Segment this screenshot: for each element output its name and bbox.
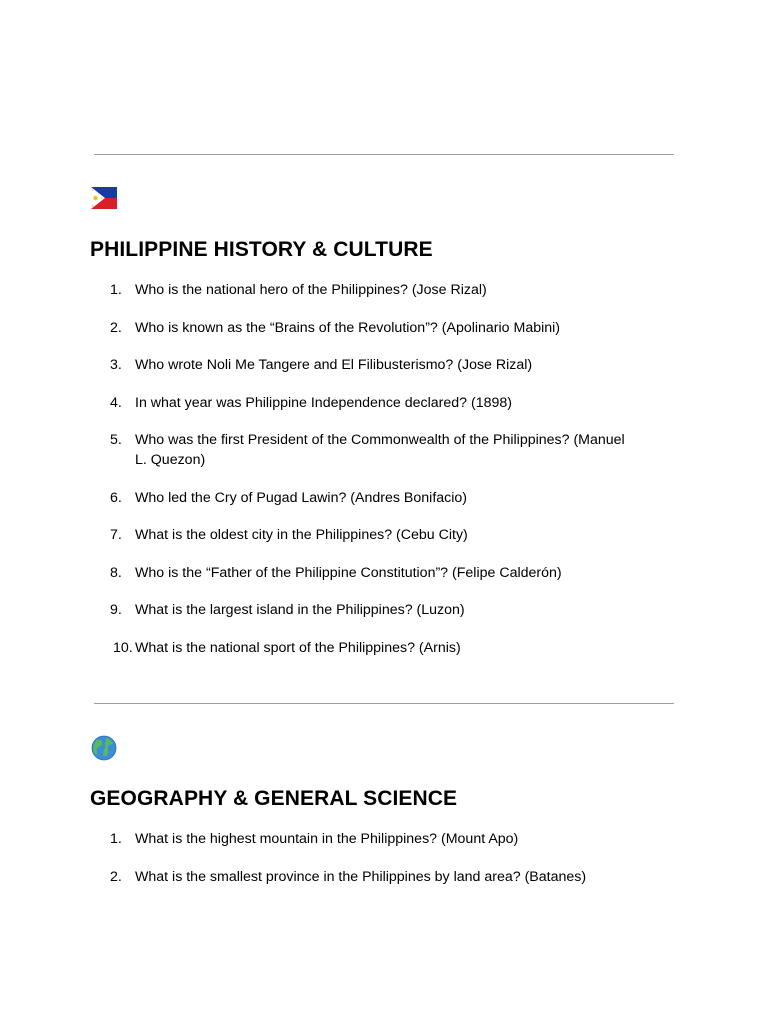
item-number: 4. (110, 394, 122, 411)
question-text: Who wrote Noli Me Tangere and El Filibusterismo? (Jose Rizal) (135, 357, 533, 373)
question-text: Who is the “Father of the Philippine Constitution”? (Felipe Calderón) (135, 564, 562, 581)
list-item (0, 638, 768, 658)
list-item (0, 430, 768, 470)
question-list (0, 280, 768, 675)
globe-icon (91, 735, 117, 759)
list-item (0, 318, 768, 338)
question-text: Who was the first President of the Commonwealth of the Philippines? (Manuel L. Quezon) (135, 432, 625, 468)
section-divider (94, 703, 674, 704)
item-number: 5. (110, 432, 122, 448)
question-text: Who is known as the “Brains of the Revolution”? (Apolinario Mabini) (135, 319, 561, 336)
question-text: What is the oldest city in the Philippines? (Cebu City) (135, 527, 468, 543)
question-text: What is the smallest province in the Philippines by land area? (Batanes) (135, 868, 587, 885)
section-divider (94, 154, 674, 155)
item-number: 3. (110, 357, 122, 373)
item-number: 10. (113, 639, 133, 656)
item-number: 8. (110, 564, 122, 581)
item-number: 6. (110, 489, 122, 506)
question-list (0, 829, 768, 904)
section-title: PHILIPPINE HISTORY & CULTURE (90, 238, 433, 261)
list-item (0, 393, 768, 413)
item-number: 7. (110, 527, 122, 543)
philippine-flag-icon (91, 187, 117, 211)
list-item (0, 355, 768, 375)
question-text: In what year was Philippine Independence declared? (1898) (135, 394, 513, 411)
list-item (0, 280, 768, 300)
item-number: 2. (110, 319, 122, 336)
list-item (0, 829, 768, 849)
item-number: 1. (110, 282, 122, 298)
question-text: What is the highest mountain in the Philippines? (Mount Apo) (135, 831, 519, 847)
item-number: 2. (110, 868, 122, 885)
list-item (0, 867, 768, 887)
question-text: What is the largest island in the Philippines? (Luzon) (135, 602, 465, 618)
list-item (0, 525, 768, 545)
item-number: 9. (110, 602, 122, 618)
question-text: Who is the national hero of the Philippines? (Jose Rizal) (135, 282, 487, 298)
list-item (0, 488, 768, 508)
list-item (0, 600, 768, 620)
question-text: Who led the Cry of Pugad Lawin? (Andres Bonifacio) (135, 489, 468, 506)
section-title: GEOGRAPHY & GENERAL SCIENCE (90, 787, 458, 810)
question-text: What is the national sport of the Philippines? (Arnis) (135, 639, 461, 656)
item-number: 1. (110, 831, 122, 847)
list-item (0, 563, 768, 583)
